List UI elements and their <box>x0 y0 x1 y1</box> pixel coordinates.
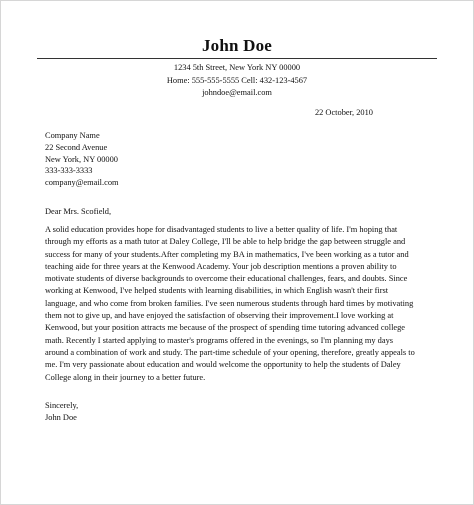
body-line: them not to give up, and have enjoyed the satisfaction of observing their improvement.I love working at <box>45 311 394 321</box>
body-line: around a combination of work and study. The part-time schedule of your opening, therefore, greatly appeals to <box>45 347 415 357</box>
body-line: motivate students of diverse backgrounds to overcome their educational challenges, fears, and doubts. Since <box>45 274 408 284</box>
body-line: success for many of your students.After completing my BA in mathematics, I've been working as a tutor and <box>45 249 409 259</box>
body-line: teaching aide for three years at the Kenwood Academy. Your job description mentions a proven ability to <box>45 261 397 271</box>
body-line: working at Kenwood, I've helped students with learning disabilities, in which English wasn't their first <box>45 286 389 296</box>
sender-contact <box>1 62 473 100</box>
body-line: me. I'm very passionate about education and would welcome the opportunity to help the students of Daley <box>45 360 401 370</box>
sender-name: John Doe <box>201 36 273 55</box>
body-line: through my efforts as a math tutor at Daley College, I'll be able to help bridge the gap between struggle and <box>45 237 406 247</box>
sender-email: johndoe@email.com <box>202 88 272 97</box>
letter-closing <box>45 400 78 424</box>
body-line: language, and who come from broken families. I've seen numerous students through hard times by motivating <box>45 298 414 308</box>
letter-date: 22 October, 2010 <box>314 108 373 117</box>
body-line: math. Recently I started applying to master's programs offered in the evenings, so I'm planning my days <box>45 335 394 345</box>
signature-name: John Doe <box>45 412 77 422</box>
letter-body <box>45 224 450 384</box>
salutation: Dear Mrs. Scofield, <box>45 207 112 216</box>
header-divider <box>37 58 437 59</box>
sender-address: 1234 5th Street, New York NY 00000 <box>173 63 301 72</box>
recipient-address <box>45 130 119 189</box>
recipient-phone: 333-333-3333 <box>45 166 93 176</box>
recipient-city: New York, NY 00000 <box>45 154 118 164</box>
valediction: Sincerely, <box>45 401 79 410</box>
recipient-company: Company Name <box>45 131 100 140</box>
sender-phones: Home: 555-555-5555 Cell: 432-123-4567 <box>166 75 308 85</box>
body-line: College along in their journey to a better future. <box>45 372 206 382</box>
body-line: A solid education provides hope for disadvantaged students to live a better quality of life. I'm hoping that <box>45 225 398 234</box>
recipient-email: company@email.com <box>45 178 119 188</box>
recipient-street: 22 Second Avenue <box>45 142 108 152</box>
body-line: Kenwood, but your position attracts me because of the prospect of spending time tutoring advanced college <box>45 323 406 333</box>
